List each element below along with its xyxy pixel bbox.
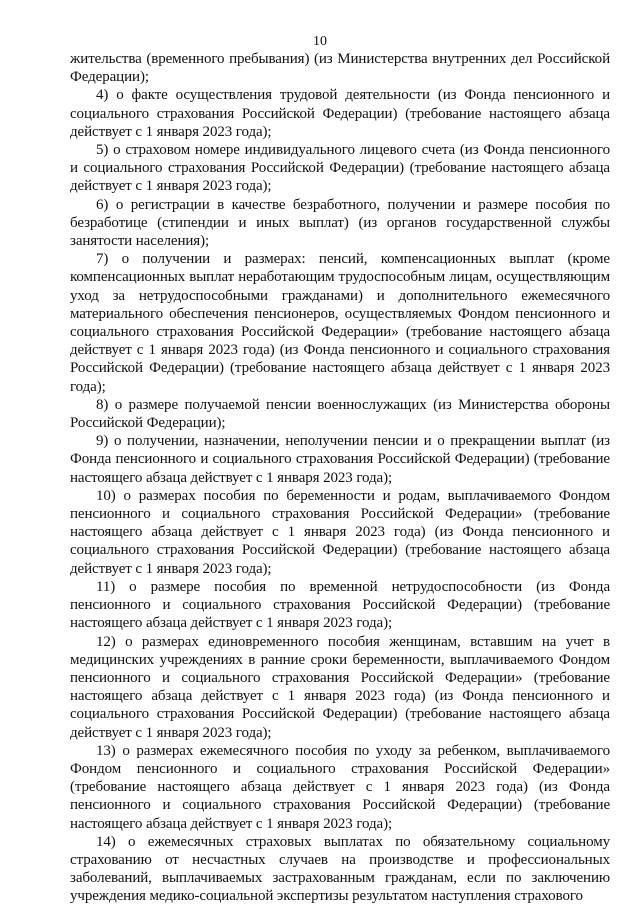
document-body [70,50,610,906]
paragraph-item-7: 7) о получении и размерах: пенсий, компенсационных выплат (кроме компенсационных выплат неработающим трудоспособным лицам, осуществляющим уход за нетрудоспособными гражданами) и дополнительного ежемесячного материального обеспечения пенсионеров, осуществляемых Фондом пенсионного и социального страхования Российской Федерации» (требование настоящего абзаца действует с 1 января 2023 года) (из Фонда пенсионного и социального страхования Российской Федерации) (требование настоящего абзаца действует с 1 января 2023 года); [70,251,610,395]
paragraph-item-9: 9) о получении, назначении, неполучении пенсии и о прекращении выплат (из Фонда пенсионного и социального страхования Российской Федерации) (требование настоящего абзаца действует с 1 января 2023 года); [70,433,610,486]
paragraph-residence-continuation: жительства (временного пребывания) (из Министерства внутренних дел Российской Федерации); [70,51,610,86]
paragraph-item-4: 4) о факте осуществления трудовой деятельности (из Фонда пенсионного и социального страхования Российской Федерации) (требование настоящего абзаца действует с 1 января 2023 года); [70,87,610,140]
paragraph-item-12: 12) о размерах единовременного пособия женщинам, вставшим на учет в медицинских учреждениях в ранние сроки беременности, выплачиваемого Фондом пенсионного и социального страхования Российской Федерации» (требование настоящего абзаца действует с 1 января 2023 года) (из Фонда пенсионного и социального страхования Российской Федерации) (требование настоящего абзаца действует с 1 января 2023 года); [70,633,610,741]
paragraph-item-10: 10) о размерах пособия по беременности и родам, выплачиваемого Фондом пенсионного и социального страхования Российской Федерации» (требование настоящего абзаца действует с 1 января 2023 года) (из Фонда пенсионного и социального страхования Российской Федерации) (требование настоящего абзаца действует с 1 января 2023 года); [70,487,610,577]
paragraph-item-13: 13) о размерах ежемесячного пособия по уходу за ребенком, выплачиваемого Фондом пенсионного и социального страхования Российской Федерации» (требование настоящего абзаца действует с 1 января 2023 года) (из Фонда пенсионного и социального страхования Российской Федерации) (требование настоящего абзаца действует с 1 января 2023 года); [70,742,610,832]
paragraph-item-5: 5) о страховом номере индивидуального лицевого счета (из Фонда пенсионного и социального страхования Российской Федерации) (требование настоящего абзаца действует с 1 января 2023 года); [70,142,610,195]
paragraph-item-6: 6) о регистрации в качестве безработного, получении и размере пособия по безработице (стипендии и иных выплат) (из органов государственной службы занятости населения); [70,196,610,250]
paragraph-item-11: 11) о размере пособия по временной нетрудоспособности (из Фонда пенсионного и социального страхования Российской Федерации) (требование настоящего абзаца действует с 1 января 2023 года); [70,578,610,632]
paragraph-item-8: 8) о размере получаемой пенсии военнослужащих (из Министерства обороны Российской Федерации); [70,396,610,432]
paragraph-item-14: 14) о ежемесячных страховых выплатах по обязательному социальному страхованию от несчастных случаев на производстве и профессиональных заболеваний, выплачиваемых застрахованным гражданам, если по заключению учреждения медико-социальной экспертизы результатом наступления страхового [70,833,610,905]
page-number: 10 [313,34,327,49]
